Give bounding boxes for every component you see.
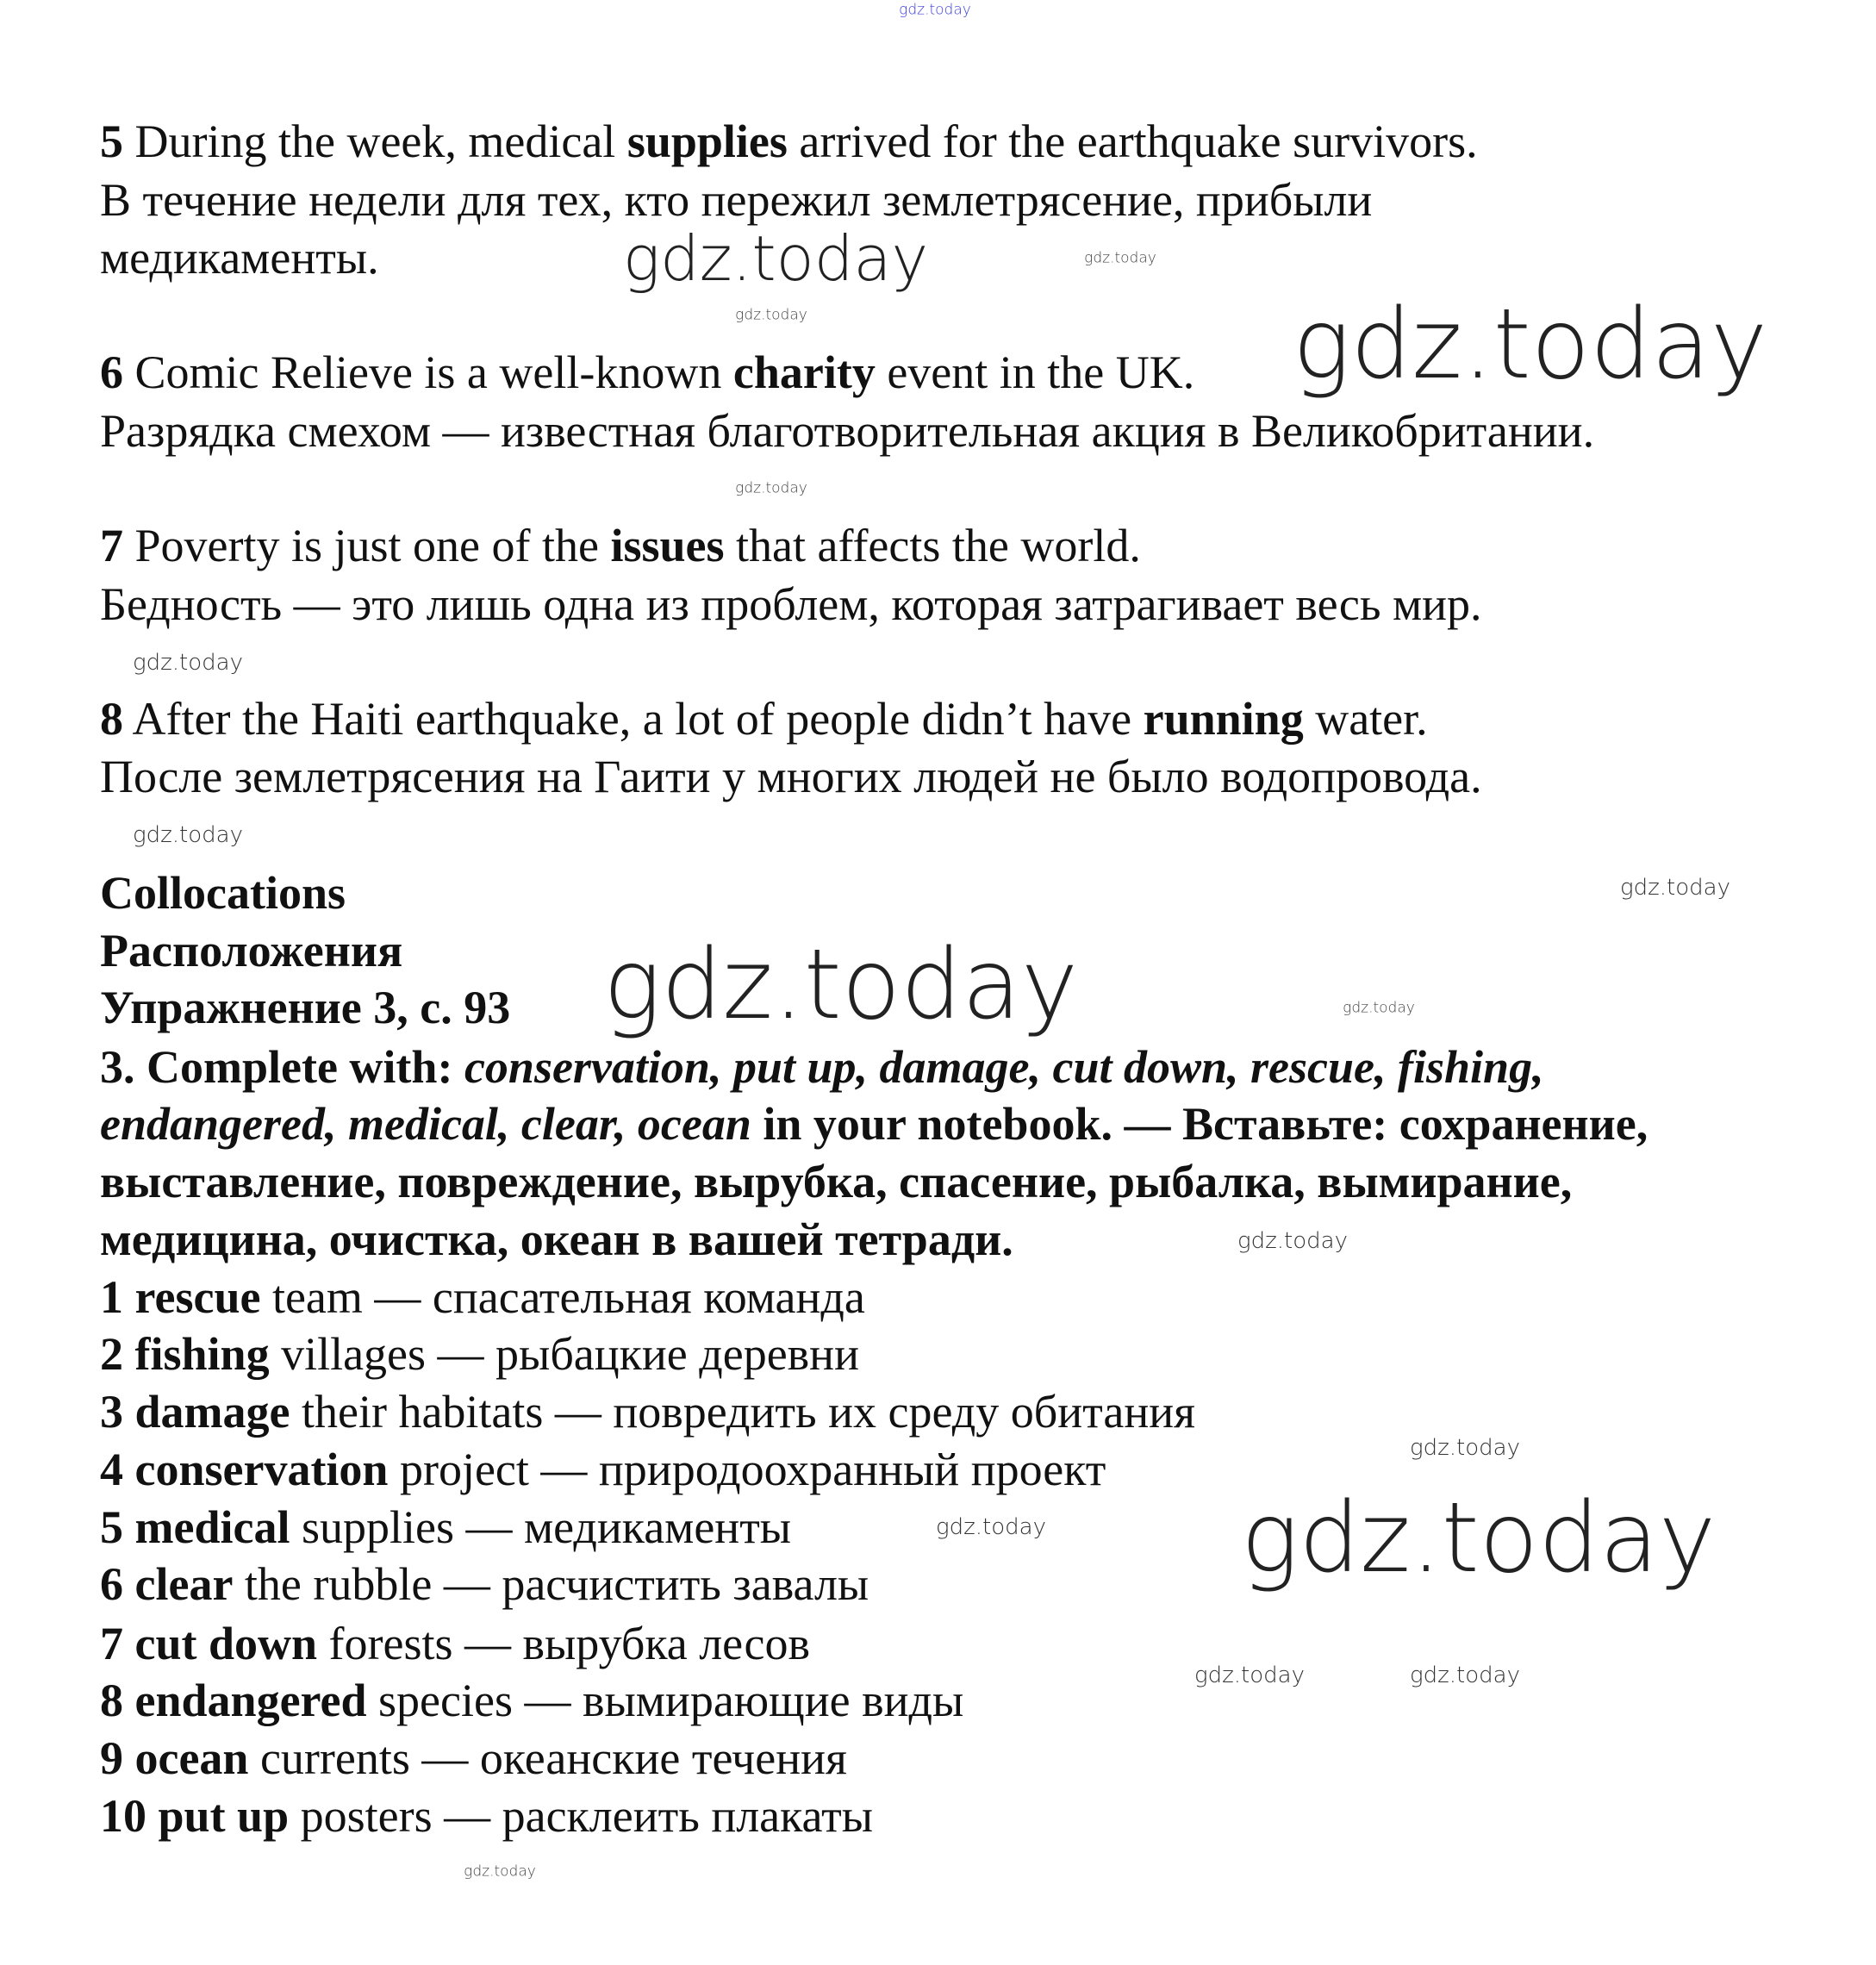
bold-text: issues bbox=[610, 519, 725, 571]
exercise-instruction-line bbox=[100, 1211, 1013, 1269]
bold-text: 2 fishing bbox=[100, 1328, 270, 1381]
watermark-text: gdz.today bbox=[1620, 875, 1730, 901]
watermark-text: gdz.today bbox=[1293, 289, 1768, 401]
text-segment: that affects the world. bbox=[724, 519, 1141, 571]
text-segment: Разрядка смехом — известная благотворительная акция в Великобритании. bbox=[100, 405, 1595, 458]
watermark-text: gdz.today bbox=[622, 222, 929, 295]
collocation-item bbox=[100, 1441, 1106, 1499]
exercise-instruction-line bbox=[100, 1153, 1572, 1211]
bold-text: Расположения bbox=[100, 924, 403, 976]
bold-text: 6 bbox=[100, 346, 123, 399]
watermark-text: gdz.today bbox=[1237, 1228, 1348, 1254]
text-segment: currents — океанские течения bbox=[248, 1732, 847, 1784]
bold-text: 9 ocean bbox=[100, 1732, 249, 1784]
text-segment: Comic Relieve is a well-known bbox=[123, 346, 733, 399]
watermark-text: gdz.today bbox=[1084, 249, 1156, 267]
bold-text: 1 rescue bbox=[100, 1270, 261, 1323]
bold-text: 5 bbox=[100, 115, 123, 167]
bold-text: выставление, повреждение, вырубка, спасение, рыбалка, вымирание, bbox=[100, 1156, 1573, 1208]
text-segment: team — спасательная команда bbox=[260, 1270, 865, 1323]
bold-text: supplies bbox=[626, 115, 788, 167]
watermark-text: gdz.today bbox=[1194, 1662, 1305, 1688]
watermark-text: gdz.today bbox=[133, 650, 243, 676]
exercise-instruction-line bbox=[100, 1039, 1544, 1096]
text-segment: Poverty is just one of the bbox=[123, 519, 611, 571]
bold-text: Collocations bbox=[100, 866, 346, 919]
bold-text: 6 clear bbox=[100, 1558, 234, 1611]
collocation-item bbox=[100, 1672, 963, 1730]
translation-line bbox=[100, 229, 379, 287]
heading-line bbox=[100, 979, 510, 1037]
text-segment: Бедность — это лишь одна из проблем, которая затрагивает весь мир. bbox=[100, 577, 1482, 630]
bold-text: 8 endangered bbox=[100, 1675, 367, 1727]
text-segment: event in the UK. bbox=[875, 346, 1195, 399]
collocation-item bbox=[100, 1787, 873, 1845]
bold-text: in your notebook. — Вставьте: сохранение, bbox=[751, 1098, 1649, 1151]
bold-text: conservation, put up, damage, cut down, rescue, fishing, bbox=[464, 1040, 1544, 1093]
translation-line bbox=[100, 517, 1141, 575]
text-segment: arrived for the earthquake survivors. bbox=[787, 115, 1478, 167]
bold-text: 7 cut down bbox=[100, 1617, 318, 1669]
text-segment: медикаменты. bbox=[100, 231, 379, 284]
translation-line bbox=[100, 748, 1482, 806]
collocation-item bbox=[100, 1326, 859, 1383]
text-segment: supplies — медикаменты bbox=[290, 1500, 792, 1553]
watermark-text: gdz.today bbox=[1343, 999, 1415, 1017]
translation-line bbox=[100, 172, 1372, 229]
text-segment: water. bbox=[1303, 693, 1428, 745]
collocation-item bbox=[100, 1615, 810, 1673]
watermark-text: gdz.today bbox=[936, 1514, 1046, 1540]
translation-line bbox=[100, 576, 1482, 633]
bold-text: 7 bbox=[100, 519, 123, 571]
collocation-item bbox=[100, 1499, 791, 1556]
bold-text: 3. Complete with: bbox=[100, 1040, 464, 1093]
bold-text: 8 bbox=[100, 693, 123, 745]
translation-line bbox=[100, 402, 1594, 460]
bold-text: running bbox=[1143, 693, 1304, 745]
translation-line bbox=[100, 113, 1478, 171]
translation-line bbox=[100, 344, 1194, 402]
text-segment: species — вымирающие виды bbox=[366, 1675, 964, 1727]
text-segment: forests — вырубка лесов bbox=[317, 1617, 810, 1669]
watermark-text: gdz.today bbox=[899, 1, 971, 19]
watermark-text: gdz.today bbox=[1410, 1435, 1520, 1461]
heading-line bbox=[100, 864, 346, 922]
bold-text: медицина, очистка, океан в вашей тетради. bbox=[100, 1213, 1013, 1265]
watermark-text: gdz.today bbox=[464, 1862, 536, 1881]
collocation-item bbox=[100, 1269, 865, 1326]
watermark-text: gdz.today bbox=[735, 306, 807, 324]
translation-line bbox=[100, 690, 1428, 748]
bold-text: 4 conservation bbox=[100, 1443, 389, 1495]
watermark-text: gdz.today bbox=[1241, 1482, 1717, 1594]
text-segment: После землетрясения на Гаити у многих людей не было водопровода. bbox=[100, 750, 1482, 802]
watermark-text: gdz.today bbox=[1410, 1662, 1520, 1688]
text-segment: В течение недели для тех, кто пережил землетрясение, прибыли bbox=[100, 174, 1373, 227]
bold-text: 10 put up bbox=[100, 1789, 290, 1842]
bold-text: 3 damage bbox=[100, 1386, 290, 1438]
text-segment: During the week, medical bbox=[123, 115, 627, 167]
text-segment: their habitats — повредить их среду обитания bbox=[290, 1386, 1195, 1438]
watermark-text: gdz.today bbox=[133, 822, 243, 848]
text-segment: the rubble — расчистить завалы bbox=[233, 1558, 869, 1611]
bold-text: charity bbox=[732, 346, 876, 399]
watermark-text: gdz.today bbox=[735, 479, 807, 497]
bold-text: Упражнение 3, с. 93 bbox=[100, 982, 511, 1034]
bold-text: 5 medical bbox=[100, 1500, 290, 1553]
text-segment: project — природоохранный проект bbox=[388, 1443, 1106, 1495]
collocation-item bbox=[100, 1730, 847, 1787]
text-segment: villages — рыбацкие деревни bbox=[269, 1328, 859, 1381]
watermark-text: gdz.today bbox=[603, 929, 1079, 1041]
exercise-instruction-line bbox=[100, 1095, 1648, 1153]
text-segment: After the Haiti earthquake, a lot of people didn’t have bbox=[123, 693, 1144, 745]
bold-text: endangered, medical, clear, ocean bbox=[100, 1098, 751, 1151]
collocation-item bbox=[100, 1556, 869, 1613]
heading-line bbox=[100, 922, 402, 980]
text-segment: posters — расклеить плакаты bbox=[289, 1789, 873, 1842]
collocation-item bbox=[100, 1383, 1195, 1441]
